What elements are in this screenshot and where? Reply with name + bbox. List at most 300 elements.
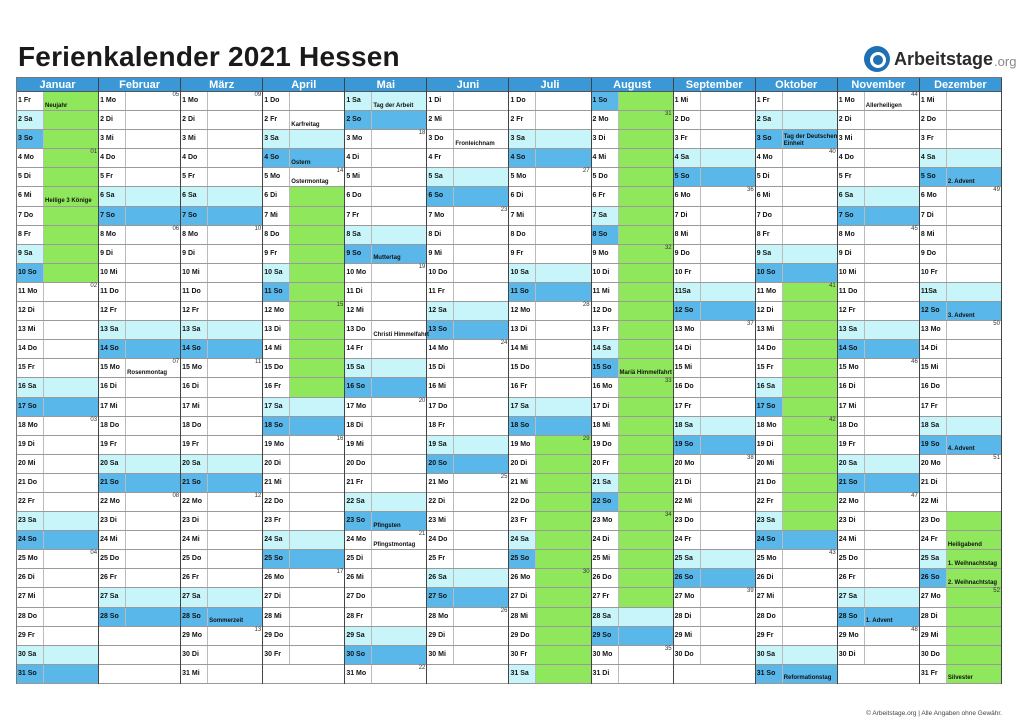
day-label: 5 Mo	[509, 168, 536, 186]
day-row	[756, 378, 837, 397]
day-cell	[783, 550, 837, 568]
day-label: 2 Di	[838, 111, 865, 129]
month-column	[509, 78, 591, 684]
school-holiday-cell	[783, 417, 837, 435]
school-holiday-cell	[536, 512, 590, 530]
day-row	[263, 283, 344, 302]
day-label: 25 Sa	[674, 550, 701, 568]
day-label: 7 Sa	[592, 207, 619, 225]
day-row	[592, 187, 673, 206]
day-cell	[290, 493, 344, 511]
day-cell	[865, 245, 919, 263]
day-row	[181, 646, 262, 665]
week-number: 35	[664, 645, 672, 652]
day-cell	[865, 550, 919, 568]
day-label: 21 So	[99, 474, 126, 492]
day-label: 25 Mo	[756, 550, 783, 568]
day-label: 30 Di	[181, 646, 208, 664]
day-label: 8 Fr	[17, 226, 44, 244]
day-row	[756, 359, 837, 378]
day-label: 18 Do	[181, 417, 208, 435]
day-label: 29 Mi	[920, 627, 947, 645]
day-label: 30 Mi	[427, 646, 454, 664]
holiday-label: Muttertag	[373, 255, 401, 262]
month-header: Oktober	[756, 78, 837, 92]
day-label: 8 Do	[509, 226, 536, 244]
day-label: 3 So	[756, 130, 783, 148]
day-label: 24 Fr	[920, 531, 947, 549]
day-cell	[126, 168, 180, 186]
holiday-label: Tag der Arbeit	[373, 102, 414, 109]
day-cell	[126, 436, 180, 454]
day-cell	[701, 92, 755, 110]
day-label: 19 Mo	[509, 436, 536, 454]
day-row	[838, 149, 919, 168]
day-cell	[126, 264, 180, 282]
day-label: 20 Mo	[920, 455, 947, 473]
day-row	[509, 226, 590, 245]
day-row	[838, 436, 919, 455]
day-label: 28 Mi	[509, 608, 536, 626]
day-label: 29 Di	[427, 627, 454, 645]
day-label: 21 Do	[17, 474, 44, 492]
day-label: 28 Do	[756, 608, 783, 626]
day-row	[920, 627, 1001, 646]
day-row	[427, 474, 508, 493]
month-header: September	[674, 78, 755, 92]
day-cell	[44, 665, 98, 683]
day-cell	[126, 321, 180, 339]
week-number: 28	[582, 302, 590, 309]
day-label: 29 Do	[263, 627, 290, 645]
day-row	[920, 493, 1001, 512]
day-cell	[208, 283, 262, 301]
day-label: 8 Fr	[756, 226, 783, 244]
day-cell	[947, 149, 1001, 167]
day-cell	[947, 302, 1001, 320]
day-cell	[372, 302, 426, 320]
day-label: 24 Do	[427, 531, 454, 549]
day-label: 8 Di	[427, 226, 454, 244]
day-label: 16 Do	[920, 378, 947, 396]
day-label: 25 Mi	[592, 550, 619, 568]
day-row	[509, 359, 590, 378]
day-row	[509, 321, 590, 340]
day-row	[181, 608, 262, 627]
day-label: 18 Do	[838, 417, 865, 435]
day-cell	[372, 187, 426, 205]
day-label: 19 So	[920, 436, 947, 454]
day-row	[345, 627, 426, 646]
arbeitstage-logo[interactable]	[864, 45, 1016, 73]
day-cell	[208, 569, 262, 587]
school-holiday-cell	[947, 569, 1001, 587]
day-row	[345, 168, 426, 187]
day-cell	[454, 283, 508, 301]
day-row	[17, 359, 98, 378]
day-label: 6 Mo	[920, 187, 947, 205]
day-label: 12 So	[674, 302, 701, 320]
day-row	[920, 321, 1001, 340]
day-cell	[372, 646, 426, 664]
day-cell	[947, 378, 1001, 396]
day-row	[592, 245, 673, 264]
school-holiday-cell	[619, 455, 673, 473]
day-row	[99, 608, 180, 627]
day-cell	[783, 588, 837, 606]
day-label: 28 Di	[674, 608, 701, 626]
day-label: 12 Sa	[427, 302, 454, 320]
day-label: 10 So	[17, 264, 44, 282]
day-cell	[290, 512, 344, 530]
day-label: 31 So	[756, 665, 783, 683]
day-label: 20 So	[427, 455, 454, 473]
day-cell	[208, 187, 262, 205]
school-holiday-cell	[783, 455, 837, 473]
day-row	[920, 569, 1001, 588]
day-cell	[701, 531, 755, 549]
day-label: 14 Mi	[509, 340, 536, 358]
day-cell	[536, 264, 590, 282]
day-label: 24 So	[17, 531, 44, 549]
day-cell	[454, 359, 508, 377]
day-row	[509, 550, 590, 569]
month-column	[427, 78, 509, 684]
school-holiday-cell	[783, 283, 837, 301]
day-cell	[44, 493, 98, 511]
day-row	[263, 550, 344, 569]
school-holiday-cell	[536, 569, 590, 587]
day-row	[674, 302, 755, 321]
day-label: 7 Do	[17, 207, 44, 225]
school-holiday-cell	[619, 283, 673, 301]
day-label: 1 Fr	[756, 92, 783, 110]
day-row	[756, 493, 837, 512]
day-label: 16 Mo	[592, 378, 619, 396]
day-row	[345, 608, 426, 627]
day-label: 2 Di	[99, 111, 126, 129]
day-label: 23 So	[345, 512, 372, 530]
holiday-label: Heilige 3 Könige	[45, 198, 92, 205]
day-cell	[290, 436, 344, 454]
day-label: 13 Mi	[756, 321, 783, 339]
day-label: 13 Mo	[920, 321, 947, 339]
day-row	[838, 493, 919, 512]
day-cell	[372, 92, 426, 110]
day-label: 31 Sa	[509, 665, 536, 683]
day-row	[99, 321, 180, 340]
day-row	[592, 550, 673, 569]
day-row	[181, 283, 262, 302]
day-label: 11 Do	[99, 283, 126, 301]
day-label: 1 So	[592, 92, 619, 110]
day-row	[427, 608, 508, 627]
logo-wordmark: Arbeitstage	[894, 48, 994, 69]
day-row	[674, 340, 755, 359]
day-label: 27 Mi	[756, 588, 783, 606]
school-holiday-cell	[44, 92, 98, 110]
day-label: 28 Mo	[427, 608, 454, 626]
day-label: 21 Mi	[263, 474, 290, 492]
day-label: 22 Di	[427, 493, 454, 511]
day-row	[674, 245, 755, 264]
day-cell	[701, 455, 755, 473]
day-label: 3 Fr	[674, 130, 701, 148]
day-row	[17, 455, 98, 474]
school-holiday-cell	[619, 245, 673, 263]
day-row	[674, 550, 755, 569]
day-row	[99, 474, 180, 493]
school-holiday-cell	[290, 283, 344, 301]
day-row	[674, 569, 755, 588]
month-header: Juli	[509, 78, 590, 92]
day-label: 23 Mi	[427, 512, 454, 530]
day-row	[181, 226, 262, 245]
day-row	[592, 321, 673, 340]
day-cell	[372, 283, 426, 301]
empty-day-row	[99, 627, 180, 646]
day-cell	[701, 245, 755, 263]
day-cell	[619, 646, 673, 664]
day-label: 8 So	[592, 226, 619, 244]
holiday-label: Tag der Deutschen Einheit	[783, 134, 838, 147]
day-cell	[701, 474, 755, 492]
day-label: 2 Mo	[592, 111, 619, 129]
day-cell	[701, 378, 755, 396]
day-row	[263, 168, 344, 187]
day-label: 16 Di	[99, 378, 126, 396]
school-holiday-cell	[947, 512, 1001, 530]
day-row	[674, 493, 755, 512]
week-number: 50	[993, 321, 1000, 328]
day-label: 20 Sa	[181, 455, 208, 473]
day-row	[509, 455, 590, 474]
school-holiday-cell	[290, 187, 344, 205]
month-column	[674, 78, 756, 684]
day-row	[756, 646, 837, 665]
day-cell	[372, 398, 426, 416]
day-label: 3 Mi	[181, 130, 208, 148]
day-label: 11Sa	[920, 283, 947, 301]
footer-disclaimer: © Arbeitstage.org | Alle Angaben ohne Gewähr.	[866, 710, 1002, 717]
day-row	[674, 321, 755, 340]
day-cell	[454, 321, 508, 339]
day-label: 29 Mi	[674, 627, 701, 645]
day-row	[509, 398, 590, 417]
day-cell	[865, 455, 919, 473]
school-holiday-cell	[44, 264, 98, 282]
day-cell	[44, 340, 98, 358]
month-header: April	[263, 78, 344, 92]
day-label: 5 Mo	[263, 168, 290, 186]
day-cell	[865, 646, 919, 664]
day-row	[920, 226, 1001, 245]
day-label: 16 Di	[181, 378, 208, 396]
day-cell	[208, 168, 262, 186]
week-number: 37	[747, 321, 754, 328]
day-cell	[126, 340, 180, 358]
day-cell	[865, 588, 919, 606]
day-cell	[536, 302, 590, 320]
day-cell	[783, 149, 837, 167]
day-row	[838, 512, 919, 531]
school-holiday-cell	[536, 436, 590, 454]
day-label: 26 Di	[17, 569, 44, 587]
day-cell	[372, 627, 426, 645]
day-label: 7 Mi	[509, 207, 536, 225]
day-label: 27 Sa	[838, 588, 865, 606]
day-cell	[536, 378, 590, 396]
day-cell	[947, 226, 1001, 244]
day-row	[345, 646, 426, 665]
day-row	[838, 168, 919, 187]
day-label: 16 Di	[838, 378, 865, 396]
school-holiday-cell	[783, 302, 837, 320]
day-row	[99, 340, 180, 359]
day-cell	[208, 665, 262, 683]
school-holiday-cell	[619, 378, 673, 396]
day-label: 4 So	[263, 149, 290, 167]
day-label: 19 Fr	[99, 436, 126, 454]
day-label: 24 Di	[592, 531, 619, 549]
day-cell	[701, 588, 755, 606]
day-label: 24 Mi	[99, 531, 126, 549]
day-row	[920, 283, 1001, 302]
day-row	[181, 512, 262, 531]
empty-day-row	[99, 646, 180, 665]
day-label: 17 Mo	[345, 398, 372, 416]
day-row	[345, 187, 426, 206]
day-label: 3 Sa	[509, 130, 536, 148]
week-number: 26	[500, 607, 508, 614]
day-label: 7 So	[838, 207, 865, 225]
day-label: 1 Mi	[674, 92, 701, 110]
day-row	[674, 226, 755, 245]
day-row	[920, 646, 1001, 665]
school-holiday-cell	[619, 512, 673, 530]
holiday-label: Fronleichnam	[455, 140, 495, 147]
day-label: 15 Do	[263, 359, 290, 377]
day-row	[345, 550, 426, 569]
day-cell	[865, 149, 919, 167]
day-row	[181, 550, 262, 569]
week-number: 27	[582, 168, 590, 175]
day-row	[920, 436, 1001, 455]
month-header: November	[838, 78, 919, 92]
day-row	[263, 588, 344, 607]
day-row	[756, 512, 837, 531]
day-row	[920, 130, 1001, 149]
day-label: 19 Di	[17, 436, 44, 454]
day-label: 10 Fr	[674, 264, 701, 282]
day-cell	[372, 340, 426, 358]
day-label: 16 Do	[674, 378, 701, 396]
day-label: 18 Mo	[17, 417, 44, 435]
month-column	[99, 78, 181, 684]
day-label: 8 Mo	[99, 226, 126, 244]
day-row	[592, 493, 673, 512]
day-label: 29 Fr	[17, 627, 44, 645]
day-label: 17 Mi	[181, 398, 208, 416]
day-row	[99, 531, 180, 550]
day-label: 1 Mi	[920, 92, 947, 110]
day-row	[674, 283, 755, 302]
day-label: 7 Do	[756, 207, 783, 225]
day-row	[756, 149, 837, 168]
school-holiday-cell	[290, 302, 344, 320]
day-row	[920, 340, 1001, 359]
day-label: 25 Di	[345, 550, 372, 568]
day-cell	[783, 111, 837, 129]
day-row	[181, 588, 262, 607]
empty-day-row	[427, 665, 508, 684]
day-cell	[536, 130, 590, 148]
week-number: 12	[254, 492, 262, 499]
day-row	[99, 398, 180, 417]
school-holiday-cell	[619, 340, 673, 358]
day-cell	[947, 417, 1001, 435]
day-label: 3 Do	[427, 130, 454, 148]
day-row	[181, 359, 262, 378]
day-row	[263, 474, 344, 493]
day-row	[509, 340, 590, 359]
day-label: 24 Mo	[345, 531, 372, 549]
day-label: 26 Fr	[181, 569, 208, 587]
day-row	[920, 187, 1001, 206]
day-cell	[208, 646, 262, 664]
day-cell	[454, 474, 508, 492]
day-row	[509, 436, 590, 455]
day-cell	[865, 283, 919, 301]
day-row	[427, 436, 508, 455]
day-label: 11 Do	[838, 283, 865, 301]
day-row	[263, 627, 344, 646]
day-cell	[454, 512, 508, 530]
day-label: 1 Do	[263, 92, 290, 110]
day-label: 26 Mo	[263, 569, 290, 587]
day-label: 11 Do	[181, 283, 208, 301]
day-cell	[454, 646, 508, 664]
month-header: Februar	[99, 78, 180, 92]
day-cell	[126, 531, 180, 549]
day-cell	[619, 627, 673, 645]
day-row	[345, 207, 426, 226]
day-row	[345, 588, 426, 607]
day-row	[345, 264, 426, 283]
day-cell	[947, 493, 1001, 511]
day-cell	[290, 130, 344, 148]
day-cell	[208, 111, 262, 129]
day-label: 12 Fr	[838, 302, 865, 320]
day-label: 14 Di	[920, 340, 947, 358]
day-row	[674, 111, 755, 130]
day-row	[427, 646, 508, 665]
day-row	[17, 130, 98, 149]
day-label: 30 Fr	[509, 646, 536, 664]
day-row	[756, 417, 837, 436]
day-row	[263, 111, 344, 130]
day-label: 7 Mi	[263, 207, 290, 225]
day-label: 26 Do	[592, 569, 619, 587]
day-row	[674, 588, 755, 607]
day-label: 23 Mo	[592, 512, 619, 530]
day-cell	[454, 168, 508, 186]
week-number: 07	[172, 359, 180, 366]
day-row	[592, 665, 673, 684]
day-label: 20 Di	[509, 455, 536, 473]
day-label: 25 Do	[181, 550, 208, 568]
day-row	[17, 512, 98, 531]
